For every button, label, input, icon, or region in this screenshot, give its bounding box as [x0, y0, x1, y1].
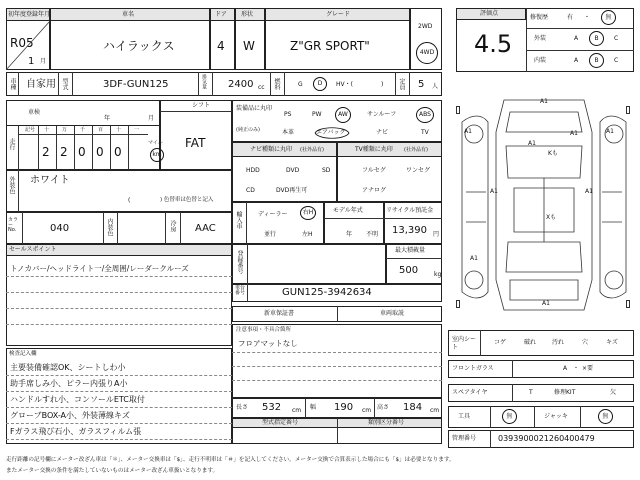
- div: [512, 360, 513, 378]
- mileage-digit: 0: [78, 145, 86, 159]
- colorno-label: カラーNo.: [8, 217, 19, 233]
- windshield-a: A: [563, 365, 568, 372]
- control-label: 管理番号: [452, 435, 477, 442]
- cooling-label: 冷房: [169, 220, 176, 232]
- mileage-unit-header: 万: [62, 127, 68, 133]
- reg-month-unit: 月: [40, 58, 47, 65]
- div: [395, 72, 396, 96]
- model-value: 3DF-GUN125: [103, 79, 169, 90]
- div: [22, 212, 23, 244]
- damage-mark: A1: [585, 188, 593, 195]
- div: [180, 212, 181, 244]
- windshield-sep: ・: [573, 365, 580, 372]
- equip-airbag-mark: [313, 126, 351, 140]
- inspection-year: 年: [104, 115, 111, 122]
- notes-line: [232, 380, 442, 381]
- sales-line: [6, 276, 232, 277]
- mileage-unit-prefix: 記号: [25, 127, 36, 133]
- color-value: ホワイト: [30, 175, 70, 186]
- rework-no-circled: [601, 10, 616, 25]
- mileage-unit-header: 百: [98, 127, 104, 133]
- exterior-c: C: [614, 35, 619, 42]
- navi-label: ナビ種類に丸印: [250, 146, 293, 153]
- shift-label: シフト: [192, 102, 211, 109]
- sales-box: [6, 244, 232, 346]
- div: [18, 126, 19, 170]
- div: [247, 244, 248, 284]
- registration-box: [232, 244, 386, 284]
- div: [526, 50, 634, 51]
- corner-bracket: [456, 106, 460, 114]
- seat-burn: コゲ: [494, 339, 507, 346]
- warranty-new: 新車保証書: [264, 310, 295, 317]
- damage-mark: A1: [470, 255, 478, 262]
- div: [480, 330, 481, 356]
- div: [409, 72, 410, 96]
- inspector-note-line: Fガラス飛び石小、ガラスフィルム張: [10, 427, 142, 436]
- div: [305, 398, 306, 418]
- damage-mark: A1: [528, 140, 536, 147]
- car-name: ハイラックス: [103, 39, 175, 53]
- model-label: 型式: [61, 78, 68, 90]
- tools-label: 工具: [458, 413, 471, 420]
- inspector-rule: [6, 391, 232, 392]
- mileage-cell-divider: [74, 126, 75, 170]
- equip-abs-circled: [416, 107, 434, 123]
- tv-fullseg: フルセグ: [362, 167, 386, 174]
- div: [72, 72, 73, 96]
- mileage-digit: 0: [114, 145, 122, 159]
- drive-4wd-circled: [416, 42, 438, 64]
- div: [212, 72, 213, 96]
- interior-label: 内装: [534, 57, 547, 64]
- interior-b-circled: [589, 53, 604, 68]
- navi-dvd-play: DVD再生可: [276, 187, 308, 194]
- dims-wid-label: 幅: [310, 404, 317, 411]
- import-dealer: ディーラー: [258, 211, 288, 218]
- jack-label: ジャッキ: [544, 413, 568, 420]
- div: [490, 406, 491, 428]
- div: [337, 418, 338, 444]
- recycle-value: 13,390: [392, 225, 427, 236]
- disp-value: 2400: [228, 79, 254, 90]
- sales-line: [6, 292, 232, 293]
- exterior-a: A: [574, 35, 579, 42]
- equip-pw: PW: [312, 111, 322, 118]
- navi-sd: SD: [322, 167, 331, 174]
- inspector-note-line: 主要装備確認OK、シートしわ小: [10, 363, 126, 372]
- damage-mark: A1: [464, 128, 472, 135]
- color-label: 外装色: [8, 176, 15, 194]
- tv-note: (社外品有): [404, 147, 428, 153]
- disp-label: 排気量: [201, 74, 207, 89]
- dims-len-unit: cm: [292, 407, 302, 414]
- cooling-value: AAC: [195, 223, 216, 234]
- fuel-label: 燃料: [273, 78, 280, 90]
- div: [490, 430, 491, 448]
- dims-hgt: 184: [403, 402, 423, 413]
- mileage-digit: 2: [42, 145, 50, 159]
- inspector-rule: [6, 375, 232, 376]
- corner-bracket: [626, 300, 630, 308]
- door-label: ドア: [215, 11, 227, 18]
- div: [247, 284, 248, 302]
- mileage-unit-km: km: [152, 151, 162, 158]
- div: [324, 218, 384, 219]
- inspector-note-line: ハンドルすれ小、コンソールETC取付: [10, 395, 145, 404]
- cap-value: 5: [418, 79, 425, 90]
- import-right-circled: [300, 206, 316, 220]
- rework-no: 無: [605, 13, 612, 21]
- interior-c: C: [614, 57, 619, 64]
- import-right: 右H: [302, 209, 314, 216]
- equip-leather: 本革: [282, 129, 295, 136]
- fuel-d: D: [317, 80, 323, 87]
- interior-a: A: [574, 57, 579, 64]
- mileage-unit-header: 一: [134, 127, 140, 133]
- interior-color-label: 内装色: [106, 218, 113, 236]
- load-unit: kg: [434, 271, 442, 278]
- door-value: 4: [217, 39, 225, 53]
- classno-label: 類別区分番号: [368, 419, 405, 426]
- equip-sunroof: サンルーフ: [367, 111, 397, 118]
- car-name-label: 車名: [122, 11, 135, 18]
- seat-stain: 汚れ: [552, 339, 565, 346]
- damage-mark: A1: [540, 98, 548, 105]
- damage-mark: A1: [606, 128, 614, 135]
- div: [165, 212, 166, 244]
- score-label: 評価点: [480, 10, 499, 17]
- equip-navi: ナビ: [376, 129, 389, 136]
- tv-oneseg: ワンセグ: [406, 167, 431, 174]
- dims-wid-unit: cm: [362, 407, 372, 414]
- div: [512, 384, 513, 402]
- mileage-unit-header: 千: [80, 127, 86, 133]
- warranty-manual: 車両取説: [380, 310, 405, 317]
- div: [270, 72, 271, 96]
- recycle-unit: 円: [433, 231, 440, 238]
- seat-scratch: キズ: [606, 339, 618, 346]
- reg-era: R05: [10, 36, 34, 50]
- seat-hole: 穴: [582, 339, 589, 346]
- footer-line2: またメーター交換の条件を満たしていないものはメーター改ざん車扱いとなります。: [6, 468, 219, 474]
- spare-kit: 修理KIT: [554, 389, 576, 396]
- cap-unit: 人: [432, 83, 439, 90]
- equip-tv: TV: [421, 129, 429, 136]
- interior-b: B: [594, 56, 599, 64]
- colorno-value: 040: [50, 223, 70, 234]
- equip-ps: PS: [284, 111, 292, 118]
- equip-abs: ABS: [419, 111, 431, 118]
- sales-line: [6, 324, 232, 325]
- mileage-digit: 2: [60, 145, 68, 159]
- mileage-cell-divider: [38, 126, 39, 170]
- inspector-rule: [6, 407, 232, 408]
- div: [384, 218, 442, 219]
- import-left: 左H: [302, 231, 313, 238]
- equipment-sublabel: (純正のみ): [236, 127, 260, 133]
- recycle-label: リサイクル預託金: [386, 207, 434, 214]
- div: [117, 212, 118, 244]
- color-note-open: (: [128, 197, 131, 204]
- tv-label: TV種類に丸印: [355, 146, 393, 153]
- jack-value: 無: [602, 412, 609, 420]
- disp-unit: cc: [258, 84, 265, 91]
- div: [534, 406, 535, 428]
- mileage-unit-header: 十: [116, 127, 122, 133]
- frame-value: GUN125-3942634: [282, 287, 372, 298]
- div: [386, 258, 442, 259]
- notes-value: フロアマットなし: [238, 339, 298, 348]
- inspector-label: 検査記入欄: [9, 351, 37, 357]
- frame-label: 車台番号: [235, 285, 246, 296]
- dims-hgt-unit: cm: [430, 407, 440, 414]
- notes-box: [232, 324, 442, 398]
- shift-value: FAT: [185, 136, 206, 150]
- reg-divider-slash: [6, 21, 50, 70]
- navi-note: (社外品有): [300, 147, 324, 153]
- mileage-cell-divider: [110, 126, 111, 170]
- div: [284, 72, 285, 96]
- grade-value: Z"GR SPORT": [290, 39, 370, 53]
- equip-airbag: エアバック: [316, 129, 346, 136]
- notes-line: [232, 352, 442, 353]
- sales-line: [6, 308, 232, 309]
- inspection-label: 車検: [28, 109, 41, 116]
- div: [580, 406, 581, 428]
- model-year-year: 年: [346, 231, 353, 238]
- mileage-unit-header: 十: [44, 127, 50, 133]
- div: [374, 398, 375, 418]
- fuel-g: G: [298, 81, 303, 88]
- inspector-note-line: 助手席しみ小、ピラー内張りA小: [10, 379, 128, 388]
- spare-missing: 欠: [610, 389, 617, 396]
- model-year-label: モデル年式: [333, 207, 363, 214]
- navi-cd: CD: [246, 187, 255, 194]
- mileage-cell-divider: [92, 126, 93, 170]
- windshield-b: ×要: [582, 365, 594, 372]
- spare-t: T: [529, 389, 533, 396]
- drive-2wd: 2WD: [418, 23, 433, 30]
- navi-hdd: HDD: [246, 167, 260, 174]
- mileage-digit: 0: [96, 145, 104, 159]
- shape-label: 形状: [241, 11, 254, 18]
- damage-mark: Kも: [548, 150, 558, 157]
- mileage-cell-divider: [56, 126, 57, 170]
- import-parallel: 並行: [264, 231, 277, 238]
- import-label: 輸入車: [235, 211, 242, 229]
- inspector-rule: [6, 423, 232, 424]
- exterior-b-circled: [589, 31, 604, 46]
- color-note: ) 色替車は色替と記入: [160, 197, 214, 203]
- rework-sep: ・: [584, 14, 591, 21]
- rework-yes: 有: [567, 14, 574, 21]
- kind-label: 車種: [9, 78, 16, 90]
- registration-label: 登録番号: [236, 250, 243, 274]
- div: [246, 202, 247, 244]
- tools-none-circled: [502, 409, 517, 424]
- inspector-rule: [6, 439, 232, 440]
- div: [103, 212, 104, 244]
- notes-line: [232, 366, 442, 367]
- damage-mark: A1: [490, 188, 498, 195]
- div: [18, 72, 19, 96]
- grade-label: グレード: [326, 11, 351, 18]
- footer-line1: 走行距離の記号欄にメーター改ざん車は「＊」、メーター交換車は「$」、走行不明車は「＃」を記入してください。メーター交換で合算表示した場合にも「$」は必要となります。: [6, 457, 455, 463]
- corner-bracket: [456, 300, 460, 308]
- div: [58, 72, 59, 96]
- windshield-label: フロントガラス: [452, 365, 494, 372]
- div: [526, 28, 634, 29]
- fuel-close: ): [381, 81, 384, 88]
- fuel-hv: HV・(: [336, 81, 353, 88]
- model-year-unknown: 不明: [366, 231, 379, 238]
- reg-month: 1: [28, 56, 35, 67]
- navi-dvd: DVD: [286, 167, 300, 174]
- sales-label: セールスポイント: [9, 246, 57, 253]
- sales-value: トノカバー/ヘッドライト一/全周囲/レーダークルーズ: [10, 264, 189, 273]
- car-damage-diagram: [452, 92, 636, 320]
- load-value: 500: [399, 265, 419, 276]
- typeno-label: 型式指定番号: [262, 419, 299, 426]
- exterior-b: B: [594, 34, 599, 42]
- div: [526, 8, 527, 72]
- damage-mark: Xも: [546, 214, 557, 221]
- drive-4wd: 4WD: [419, 49, 435, 56]
- tv-analog: アナログ: [362, 187, 387, 194]
- equipment-label: 装備品に丸印: [236, 105, 273, 112]
- inspector-note-line: グローブBOX-A小、外装薄線キズ: [10, 411, 130, 420]
- load-label: 最大積載量: [395, 247, 426, 254]
- damage-mark: A1: [570, 130, 578, 137]
- div: [18, 170, 19, 212]
- div: [198, 72, 199, 96]
- mileage-cell-divider: [128, 126, 129, 170]
- dims-len: 532: [262, 402, 282, 413]
- jack-none-circled: [598, 409, 613, 424]
- reg-date-label: 初年度登録年月: [8, 11, 51, 18]
- dims-wid: 190: [334, 402, 354, 413]
- spare-label: スペアタイヤ: [452, 389, 488, 396]
- shape-value: W: [243, 39, 255, 53]
- notes-label: 注意事項・不具合箇所: [236, 327, 292, 333]
- dims-hgt-label: 高さ: [377, 404, 390, 411]
- dims-len-label: 長さ: [236, 404, 249, 411]
- inspection-month: 月: [148, 115, 155, 122]
- damage-mark: A1: [542, 300, 550, 307]
- interior-seat-label: 室内シート: [452, 336, 477, 351]
- control-value: 0393900021260400479: [498, 434, 595, 443]
- mileage-label: 走行: [8, 138, 15, 150]
- exterior-label: 外装: [534, 35, 547, 42]
- corner-bracket: [626, 106, 630, 114]
- kind-value: 自家用: [26, 79, 56, 90]
- tools-value: 無: [506, 412, 513, 420]
- score-value: 4.5: [474, 30, 513, 58]
- fuel-d-circled: [313, 77, 327, 91]
- equip-aw: AW: [338, 111, 348, 118]
- equip-aw-circled: [335, 107, 351, 123]
- rework-label: 修復歴: [530, 14, 549, 21]
- div: [337, 306, 338, 322]
- cap-label: 定員: [398, 78, 405, 90]
- div: [160, 111, 232, 112]
- mileage-unit-mile: マイル: [148, 140, 163, 146]
- seat-tear: 破れ: [524, 339, 537, 346]
